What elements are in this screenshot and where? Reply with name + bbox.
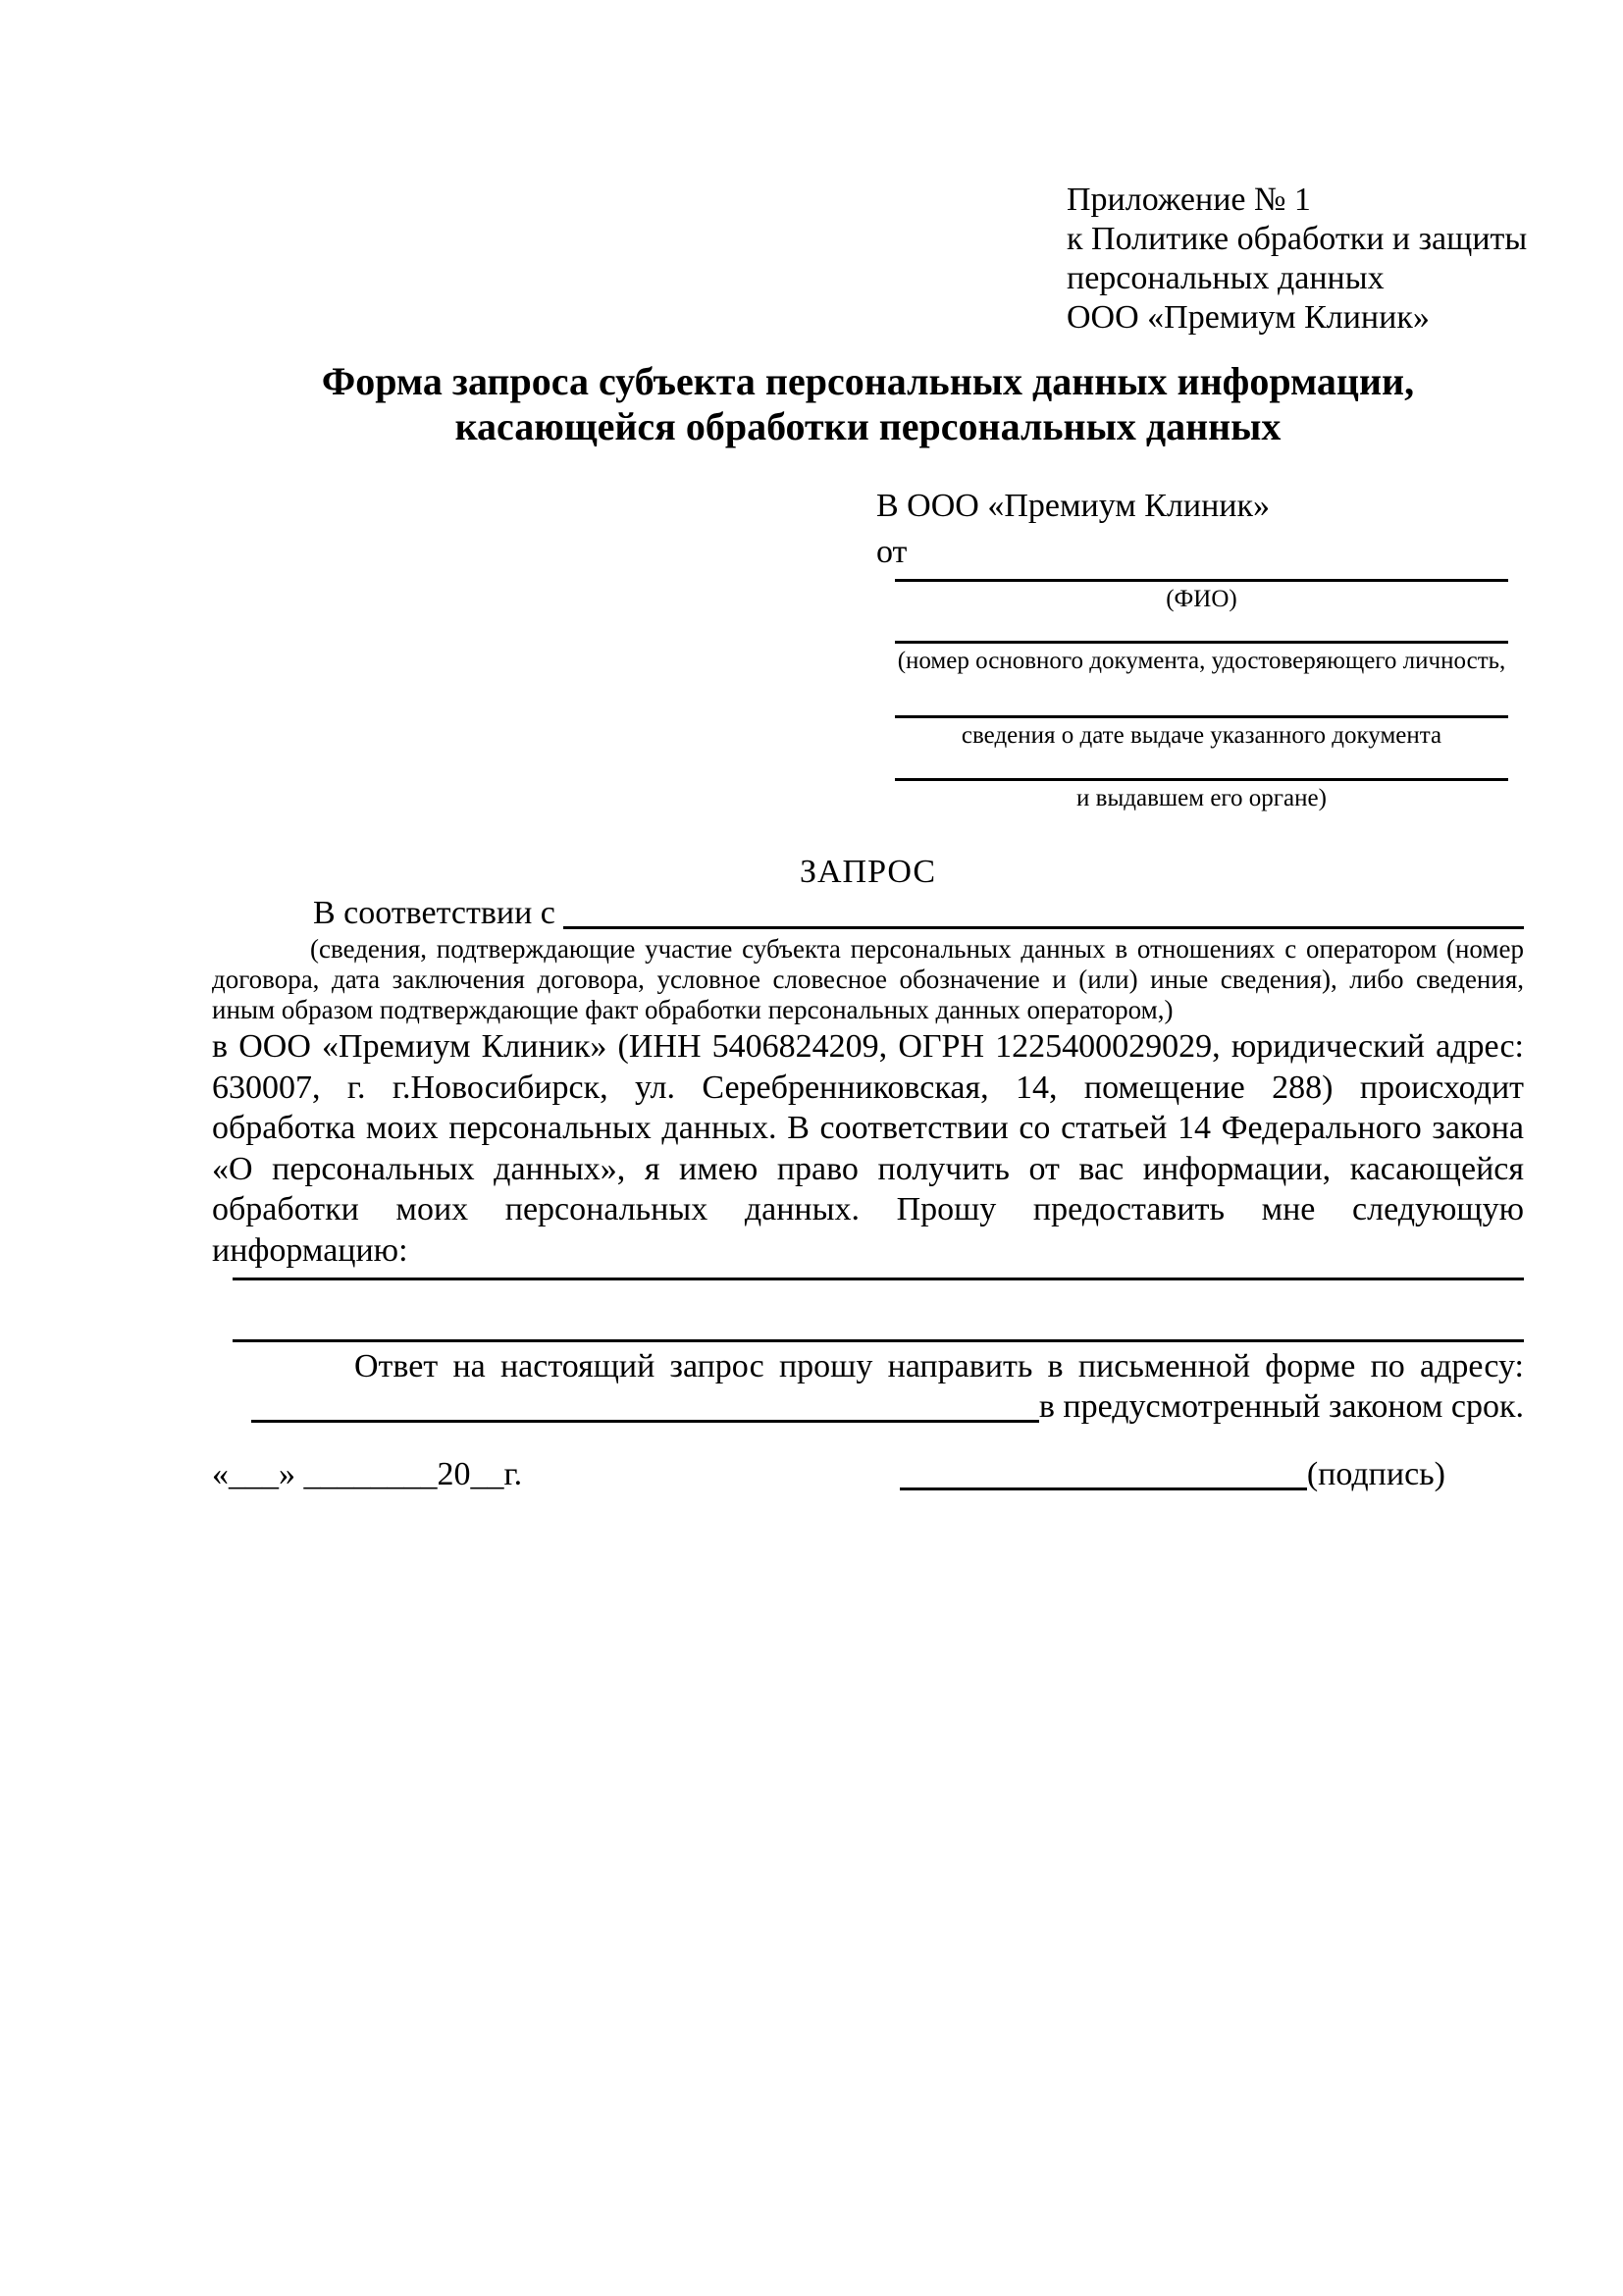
info-blank-line (233, 1278, 1524, 1280)
reply-address-row (212, 1386, 1524, 1427)
document-number-caption: (номер основного документа, удостоверяющего личность, (897, 648, 1506, 674)
issue-date-caption: сведения о дате выдаче указанного документа (961, 722, 1442, 749)
footnote-paragraph: (сведения, подтверждающие участие субъекта персональных данных в отношениях с оператором (номер договора, дата заключения договора, условное словесное обозначение и (или) иные сведения), либо сведения, иным образом подтверждающие факт обработки персональных данных оператором,) (212, 934, 1524, 1024)
signature-row (212, 1454, 1524, 1494)
agreement-blank-line (563, 893, 1524, 929)
document-number-blank-line (895, 641, 1508, 644)
addressee-to: В ООО «Премиум Клиник» (876, 488, 1271, 524)
appendix-line: к Политике обработки и защиты (1067, 221, 1528, 257)
info-blank-line (233, 1339, 1524, 1342)
signature-caption: (подпись) (1306, 1456, 1445, 1492)
appendix-line: персональных данных (1067, 260, 1385, 296)
issuing-authority-caption: и выдавшем его органе) (1076, 785, 1327, 811)
addressee-block (876, 483, 1270, 575)
reply-paragraph (212, 1346, 1524, 1427)
appendix-block (1067, 181, 1527, 338)
reply-tail: в предусмотренный законом срок. (1038, 1388, 1524, 1425)
fio-blank-line (895, 579, 1508, 582)
document-title (212, 359, 1524, 449)
intro-row (212, 893, 1524, 933)
appendix-line: ООО «Премиум Клиник» (1067, 299, 1430, 336)
issue-date-blank-line (895, 715, 1508, 718)
appendix-line: Приложение № 1 (1067, 182, 1311, 218)
address-blank-line (251, 1386, 1039, 1423)
signature-group (900, 1454, 1445, 1494)
issuing-authority-blank-line (895, 778, 1508, 781)
addressee-from-label: от (876, 534, 908, 570)
request-heading: ЗАПРОС (799, 854, 937, 890)
reply-text: Ответ на настоящий запрос прошу направить в письменной форме по адресу: (354, 1348, 1524, 1384)
title-line: Форма запроса субъекта персональных данных информации, (321, 359, 1415, 403)
fio-caption: (ФИО) (1166, 586, 1237, 612)
signature-blank-line (900, 1454, 1307, 1490)
date-blank: «___» ________20__г. (212, 1456, 523, 1492)
title-line: касающейся обработки персональных данных (454, 404, 1282, 448)
intro-label: В соответствии с (313, 895, 555, 931)
body-paragraph: в ООО «Премиум Клиник» (ИНН 5406824209, ОГРН 1225400029029, юридический адрес: 630007, г. г.Новосибирск, ул. Серебренниковская, 14, помещение 288) происходит обработка моих персональных данных. В соответствии со статьей 14 Федерального закона «О персональных данных», я имею право получить от вас информации, касающейся обработки моих персональных данных. Прошу предоставить мне следующую информацию: (212, 1028, 1524, 1269)
